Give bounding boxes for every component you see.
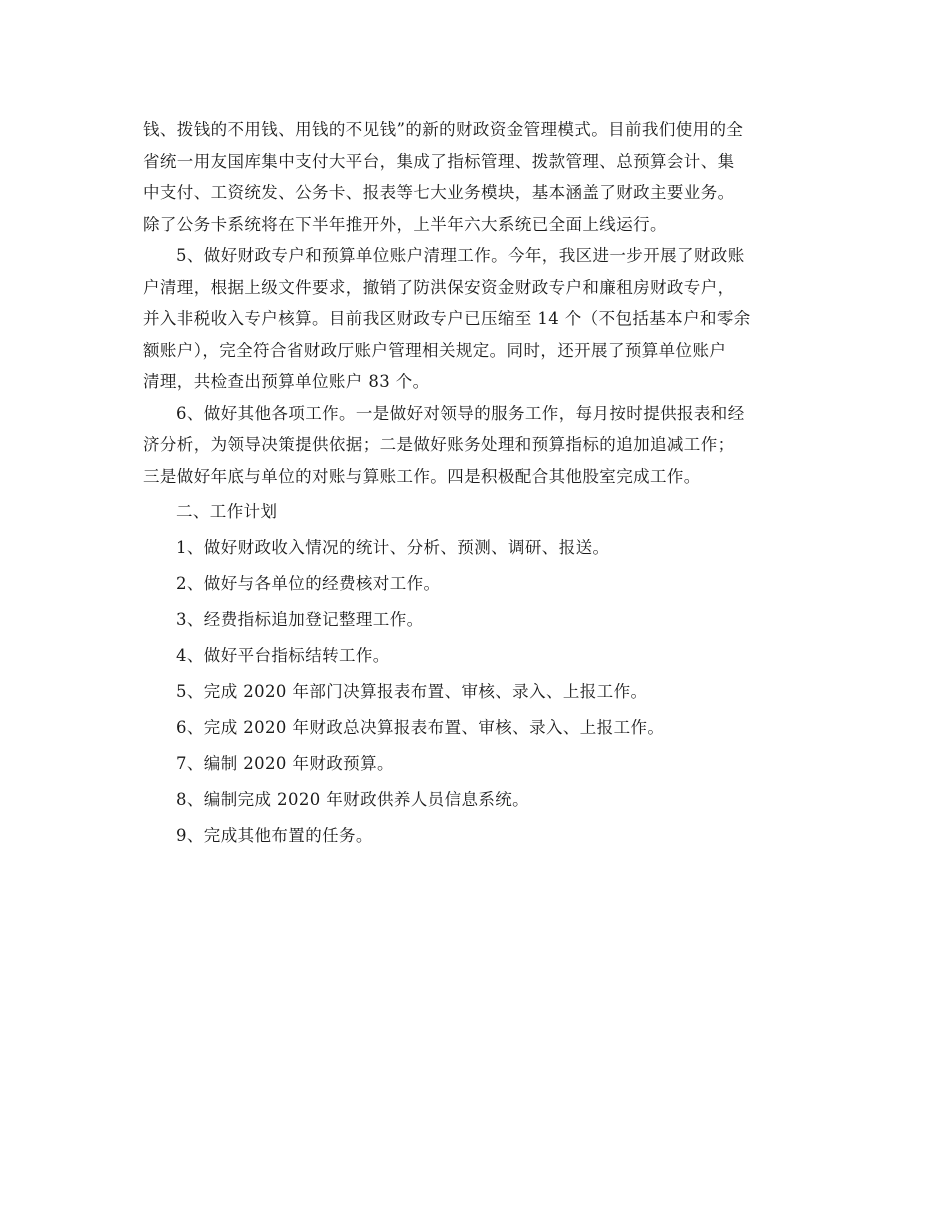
text-line: 清理，共检查出预算单位账户 83 个。 bbox=[143, 372, 430, 391]
plan-item: 3、经费指标追加登记整理工作。 bbox=[176, 610, 424, 629]
text-line: 6、做好其他各项工作。一是做好对领导的服务工作，每月按时提供报表和经 bbox=[176, 403, 745, 423]
plan-item: 9、完成其他布置的任务。 bbox=[176, 826, 373, 845]
text-line: 并入非税收入专户核算。目前我区财政专户已压缩至 14 个（不包括基本户和零余 bbox=[143, 309, 751, 328]
document-body bbox=[143, 114, 811, 856]
paragraph-other-work bbox=[143, 398, 811, 493]
section-heading: 二、工作计划 bbox=[176, 502, 278, 521]
text-line: 三是做好年底与单位的对账与算账工作。四是积极配合其他股室完成工作。 bbox=[143, 466, 701, 486]
paragraph-account-cleanup bbox=[143, 240, 811, 398]
text-line: 省统一用友国库集中支付大平台，集成了指标管理、拨款管理、总预算会计、集 bbox=[143, 151, 735, 171]
text-line: 钱、拨钱的不用钱、用钱的不见钱”的新的财政资金管理模式。目前我们使用的全 bbox=[143, 120, 744, 139]
plan-item: 1、做好财政收入情况的统计、分析、预测、调研、报送。 bbox=[176, 538, 610, 557]
text-line: 济分析，为领导决策提供依据；二是做好账务处理和预算指标的追加追减工作； bbox=[143, 435, 735, 454]
plan-item: 6、完成 2020 年财政总决算报表布置、审核、录入、上报工作。 bbox=[176, 718, 665, 737]
plan-item: 7、编制 2020 年财政预算。 bbox=[176, 754, 394, 773]
text-line: 户清理，根据上级文件要求，撤销了防洪保安资金财政专户和廉租房财政专户， bbox=[143, 277, 735, 297]
plan-item: 4、做好平台指标结转工作。 bbox=[176, 646, 390, 665]
text-line: 中支付、工资统发、公务卡、报表等七大业务模块，基本涵盖了财政主要业务。 bbox=[143, 183, 735, 202]
plan-item: 8、编制完成 2020 年财政供养人员信息系统。 bbox=[176, 790, 530, 809]
text-line: 除了公务卡系统将在下半年推开外，上半年六大系统已全面上线运行。 bbox=[143, 214, 667, 234]
text-line: 5、做好财政专户和预算单位账户清理工作。今年，我区进一步开展了财政账 bbox=[176, 246, 745, 265]
plan-item: 5、完成 2020 年部门决算报表布置、审核、录入、上报工作。 bbox=[176, 682, 648, 701]
plan-item: 2、做好与各单位的经费核对工作。 bbox=[176, 574, 441, 593]
paragraph-fund-management bbox=[143, 114, 811, 240]
text-line: 额账户），完全符合省财政厅账户管理相关规定。同时，还开展了预算单位账户 bbox=[143, 340, 727, 360]
